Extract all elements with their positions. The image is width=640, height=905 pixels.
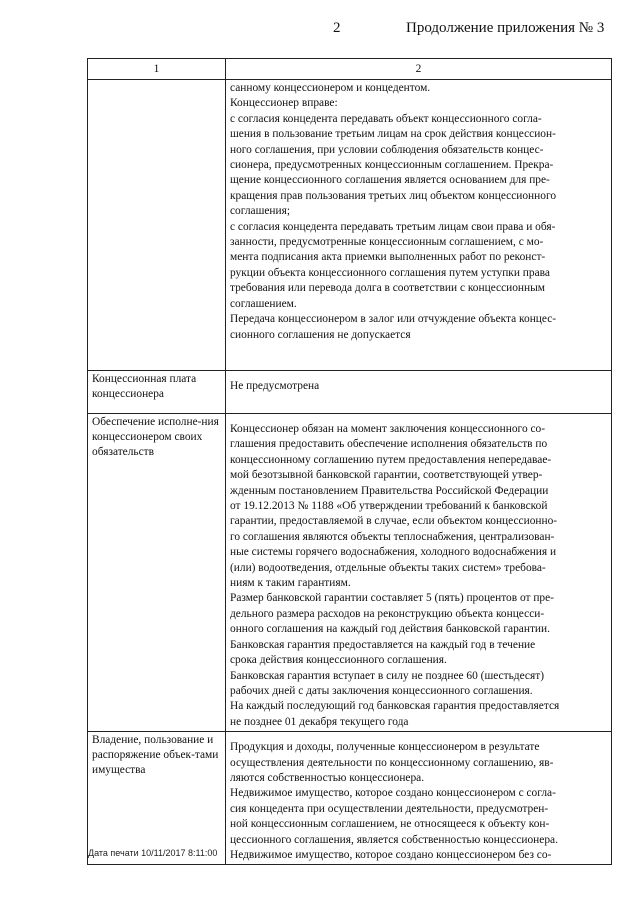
text-line: ной концессионным соглашением, не относящееся к объекту кон- [230,818,550,831]
text-line: занности, предусмотренные концессионным соглашением, с мо- [230,236,544,249]
text-line: с согласия концедента передавать объект концессионного согла- [230,112,542,125]
table-row [88,80,612,371]
text-line: (или) водоотведения, отдельные объекты таких систем» требова- [230,561,546,574]
text-line: дельного размера расходов на реконструкцию объекта концесси- [230,607,545,620]
text-line: Недвижимое имущество, которое создано концессионером без со- [230,848,552,861]
row-content-concessionaire-rights [226,80,612,371]
table-header-row [88,59,612,80]
text-line: Концессионер вправе: [230,97,338,110]
text-line: соглашения; [230,205,291,218]
text-line: мента подписания акта приемки выполненных работ по реконст- [230,251,546,264]
text-line: сионера, предусмотренных концессионным соглашением. Прекра- [230,159,554,172]
text-line: требования или перевода долга в соответствии с концессионным [230,282,545,295]
row-label: Обеспечение исполне-ния концессионером своих обязательств [88,414,226,732]
table-row [88,371,612,414]
text-line: Передача концессионером в залог или отчуждение объекта концес- [230,313,557,326]
text-line: Банковская гарантия предоставляется на каждый год в течение [230,638,536,651]
text-line: щение концессионного соглашения является основанием для пре- [230,174,550,187]
text-line: рукции объекта концессионного соглашения путем уступки права [230,266,550,279]
text-line: онного соглашения на каждый год действия банковской гарантии. [230,623,550,636]
text-line: кращения прав пользования третьих лиц объектом концессионного [230,189,557,202]
text-line: срока действия концессионного соглашения. [230,654,447,667]
text-line: Не предусмотрена [230,380,320,392]
row-label: Концессионная плата концессионера [88,371,226,414]
text-line: глашения предоставить обеспечение исполнения обязательств по [230,438,548,451]
text-line: не позднее 01 декабря текущего года [230,715,409,728]
text-line: жденным постановлением Правительства Российской Федерации [230,484,549,497]
text-line: Концессионер обязан на момент заключения концессионного со- [230,423,546,435]
text-line: сионного соглашения не допускается [230,328,411,341]
concession-terms-table [87,58,612,865]
table-row [88,414,612,732]
text-line: сия концедента при осуществлении деятельности, предусмотрен- [230,802,549,815]
appendix-continuation-label: Продолжение приложения № 3 [406,20,605,36]
text-line: Размер банковской гарантии составляет 5 (пять) процентов от пре- [230,592,554,605]
text-line: от 19.12.2013 № 1188 «Об утверждении требований к банковской [230,500,548,513]
text-line: цессионного соглашения, является собственностью концессионера. [230,833,558,846]
row-content-property-ownership [226,732,612,865]
row-content-concession-fee [226,371,612,414]
text-line: мой безотзывной банковской гарантии, соответствующей утвер- [230,469,543,482]
column-header-2: 2 [226,59,612,80]
text-line: ные системы горячего водоснабжения, холодного водоснабжения и [230,546,557,559]
text-line: Недвижимое имущество, которое создано концессионером с согла- [230,787,556,800]
text-line: соглашением. [230,297,297,310]
text-line: Банковская гарантия вступает в силу не позднее 60 (шестьдесят) [230,669,544,682]
text-line: ниям к таким гарантиям. [230,577,351,590]
row-label: Владение, пользование и распоряжение объек-тами имущества [88,732,226,865]
page-header [0,18,640,40]
text-line: рабочих дней с даты заключения концессионного соглашения. [230,684,533,697]
text-line: ного соглашения, при условии соблюдения обязательств концес- [230,143,544,156]
text-line: ляются собственностью концессионера. [230,771,425,784]
text-line: концессионному соглашению путем предоставления непередавае- [230,453,552,466]
row-label [88,80,226,371]
table-row [88,732,612,865]
row-content-performance-security [226,414,612,732]
text-line: Продукция и доходы, полученные концессионером в результате [230,741,540,754]
text-line: осуществления деятельности по концессионному соглашению, яв- [230,756,554,769]
text-line: го соглашения являются объекты теплоснабжения, централизован- [230,530,555,543]
page-number: 2 [333,20,341,36]
text-line: шения в пользование третьим лицам на срок действия концессион- [230,128,556,141]
print-date-footer: Дата печати 10/11/2017 8:11:00 [88,848,218,858]
text-line: На каждый последующий год банковская гарантия предоставляется [230,700,560,713]
column-header-1: 1 [88,59,226,80]
text-line: санному концессионером и концедентом. [230,82,431,94]
text-line: гарантии, предоставляемой в случае, если объектом концессионно- [230,515,558,528]
text-line: с согласия концедента передавать третьим лицам свои права и обя- [230,220,556,233]
